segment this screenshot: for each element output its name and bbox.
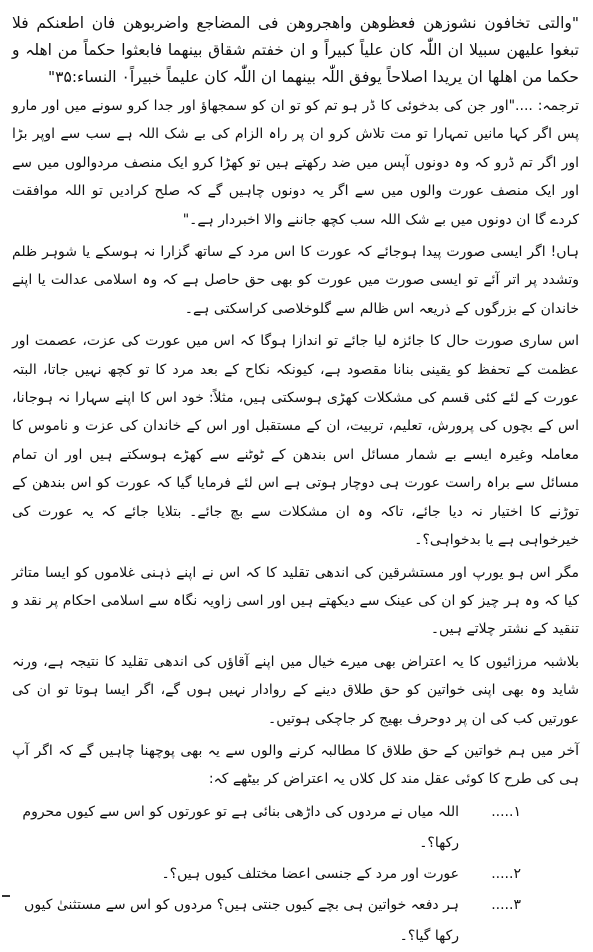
list-item [12,859,521,890]
list-item-text: ہر دفعہ خواتین ہی بچے کیوں جنتی ہیں؟ مردوں کو اس سے مستثنیٰ کیوں رکھا گیا؟۔ [24,896,459,944]
list-item-text: عورت اور مرد کے جنسی اعضا مختلف کیوں ہیں؟۔ [161,865,459,882]
paragraph-analysis: اس ساری صورت حال کا جائزہ لیا جائے تو اندازا ہوگا کہ اس میں عورت کی عزت، عصمت اور عظمت کے تحفظ کو یقینی بنانا مقصود ہے، کیونکہ نکاح کے بعد مرد کا تو کچھ نہیں جاتا، البتہ عورت کے لئے کئی قسم کی مشکلات کھڑی ہوسکتی ہیں، مثلاً: خود اس کا اپنے سہارا نہ ہوجانا، اس کے بچوں کی پرورش، تعلیم، تربیت، ان کے مستقبل اور اس کے خاندان کی عزت و ناموس کا معاملہ وغیرہ ایسے بے شمار مسائل اس بندھن کے ٹوٹنے سے کھڑے ہوسکتے ہیں اور ان تمام مسائل سے براہ راست عورت ہی دوچار ہوتی ہے اس لئے فرمایا گیا کہ عورت کو اس بندھن کے توڑنے کا اختیار نہ دیا جائے، تاکہ وہ ان مشکلات سے بچ جائے۔ بتلایا جائے کہ یہ عورت کی خیرخواہی ہے یا بدخواہی؟۔ [12,333,579,549]
list-item-number: ۱..... [491,803,521,820]
list-item-number: ۳..... [491,896,521,913]
paragraph-wife-right: ہاں! اگر ایسی صورت پیدا ہوجائے کہ عورت کا اس مرد کے ساتھ گزارا نہ ہوسکے یا شوہر ظلم وتشدد پر اتر آئے تو ایسی صورت میں عورت کو بھی حق حاصل ہے کہ وہ اسلامی عدالت یا اپنے خاندان کے بزرگوں کے ذریعہ اس ظالم سے گلوخلاصی کراسکتی ہے۔ [12,244,579,317]
objection-list [12,797,579,952]
verse-translation: ترجمہ: ...."اور جن کی بدخوئی کا ڈر ہو تم کو تو ان کو سمجھاؤ اور جدا کرو سونے میں اور مارو پس اگر کہا مانیں تمہارا تو مت تلاش کرو ان پر راہ الزام کی بے شک اللہ ہے سب سے اوپر بڑا اور اگر تم ڈرو کہ وہ دونوں آپس میں ضد رکھتے ہیں تو کھڑا کرو ایک منصف مردوالوں میں سے اور ایک منصف عورت والوں میں سے اگر یہ دونوں چاہیں گے کہ صلح کرادیں تو اللہ موافقت کردے گا ان دونوں میں بے شک اللہ سب کچھ جاننے والا اخبردار ہے۔" [12,98,579,228]
list-item-number: ۲..... [491,865,521,882]
list-item-text: اللہ میاں نے مردوں کی داڑھی بنائی ہے تو عورتوں کو اس سے کیوں محروم رکھا؟۔ [22,803,459,851]
list-item [12,797,521,859]
page-corner-mark [2,895,10,901]
paragraph-western-imitation: مگر اس ہو یورپ اور مستشرقین کی اندھی تقلید کا کہ اس نے اپنے ذہنی غلاموں کو ایسا متاثر کیا کہ وہ ہر چیز کو ان کی عینک سے دیکھتے ہیں اور اسی زاویہ نگاہ سے اسلامی احکام پر نقد و تنقید کے نشتر چلاتے ہیں۔ [12,564,579,638]
paragraph-question: آخر میں ہم خواتین کے حق طلاق کا مطالبہ کرنے والوں سے یہ بھی پوچھنا چاہیں گے کہ اگر آپ ہی کی طرح کا کوئی عقل مند کل کلاں یہ اعتراض کر بیٹھے کہ: [12,742,579,788]
list-item [12,890,521,952]
quran-verse: "والتی تخافون نشوزھن فعظوھن واھجروھن فی المضاجع واضربوھن فان اطعنکم فلا تبغوا علیھن سبیلا ان اللّٰہ کان علیاً کبیراً و ان خفتم شقاق بینھما فابعثوا حکماً من اھلہ و حکما من اھلھا ان یریدا اصلاحاً یوفق اللّٰہ بینھما ان اللّٰہ کان علیماً خبیراً۰ النساء:۳۵" [12,14,579,86]
paragraph-mirzai-objection: بلاشبہ مرزائیوں کا یہ اعتراض بھی میرے خیال میں اپنے آقاؤں کی اندھی تقلید کا نتیجہ ہے، ورنہ شاید وہ بھی اپنی خواتین کو حق طلاق دینے کے روادار نہیں ہوں گے، اگر ایسا ہوتا تو ان کی عورتیں کب کی ان پر دوحرف بھیج کر جاچکی ہوتیں۔ [12,653,579,727]
